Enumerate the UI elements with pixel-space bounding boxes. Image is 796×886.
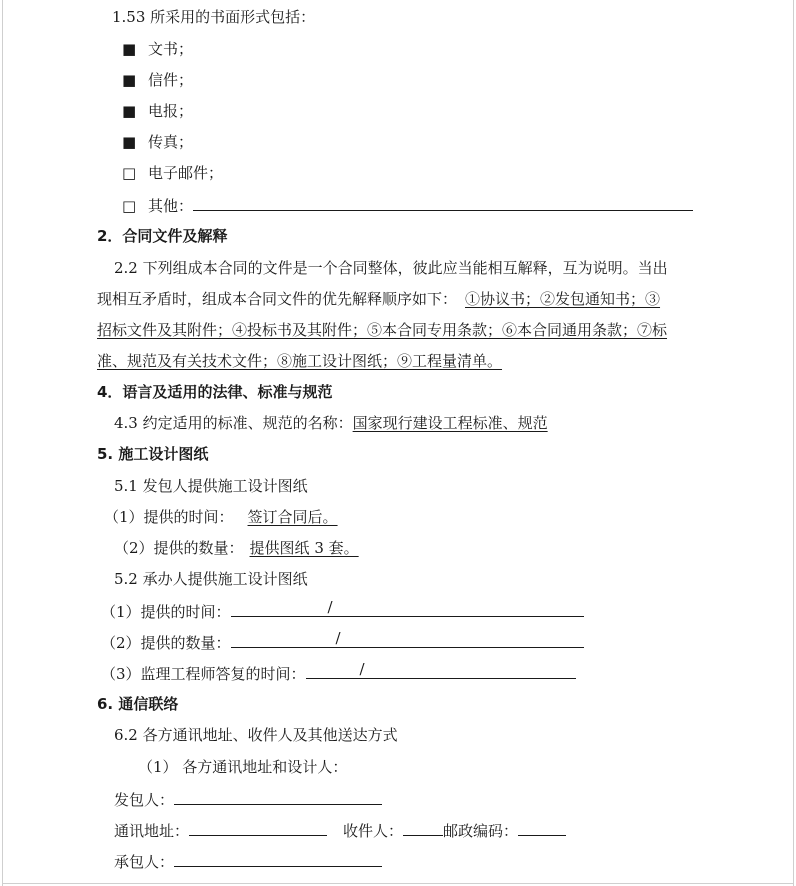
form-item <box>122 194 693 216</box>
blank-line <box>518 819 566 836</box>
filled-checkbox-icon: ■ <box>122 71 137 89</box>
section-2-heading: 2．合同文件及解释 <box>97 227 228 245</box>
section-6-heading: 6. 通信联络 <box>97 695 179 713</box>
form-item <box>122 132 193 152</box>
clause-label: 4.3 约定适用的标准、规范的名称： <box>114 414 353 432</box>
clause-5-1-2 <box>114 538 365 558</box>
form-item <box>122 70 193 90</box>
page-border-bottom <box>2 883 794 884</box>
filled-checkbox-icon: ■ <box>122 40 137 58</box>
clause-2-2-line-3: 招标文件及其附件；④投标书及其附件；⑤本合同专用条款；⑥本合同通用条款；⑦标 <box>97 321 668 339</box>
field-label: （1）提供的时间： <box>104 508 234 526</box>
clause-6-2: 6.2 各方通讯地址、收件人及其他送达方式 <box>114 726 398 744</box>
blank-line <box>403 819 443 836</box>
form-label: 电子邮件； <box>148 164 224 182</box>
field-label: 邮政编码： <box>443 822 519 840</box>
clause-6-2-1: （1） 各方通讯地址和设计人： <box>138 758 348 776</box>
slash-mark: / <box>359 660 365 678</box>
filled-checkbox-icon: ■ <box>122 102 137 120</box>
underlined-text: ①协议书；②发包通知书；③ <box>465 290 661 308</box>
field-value: 签订合同后。 <box>247 508 338 526</box>
form-label: 电报； <box>148 102 194 120</box>
form-item <box>122 101 193 121</box>
field-label: （3）监理工程师答复的时间： <box>101 665 306 683</box>
clause-5-2-1 <box>101 600 584 622</box>
field-label: 承包人： <box>114 853 175 871</box>
address-field <box>114 819 566 841</box>
clause-2-2-line-4: 准、规范及有关技术文件；⑧施工设计图纸；⑨工程量清单。 <box>97 352 503 370</box>
clause-5-1: 5.1 发包人提供施工设计图纸 <box>114 477 308 495</box>
clause-2-2-line-2 <box>97 289 660 309</box>
other-form-blank <box>193 194 693 211</box>
blank-line <box>174 788 382 805</box>
blank-line <box>189 819 327 836</box>
clause-5-1-1 <box>104 507 344 527</box>
form-label: 文书； <box>148 40 194 58</box>
field-label: （2）提供的数量： <box>114 539 244 557</box>
page-border-right <box>793 0 794 886</box>
field-label: 通讯地址： <box>114 822 190 840</box>
blank-line <box>306 662 576 679</box>
empty-checkbox-icon: □ <box>122 164 137 182</box>
standards-name: 国家现行建设工程标准、规范 <box>352 414 548 432</box>
section-5-heading: 5. 施工设计图纸 <box>97 445 209 463</box>
empty-checkbox-icon: □ <box>122 197 137 215</box>
field-label: （1）提供的时间： <box>101 603 231 621</box>
clause-5-2-2 <box>101 631 584 653</box>
field-label: （2）提供的数量： <box>101 634 231 652</box>
filled-checkbox-icon: ■ <box>122 133 137 151</box>
form-item <box>122 39 193 59</box>
form-label: 其他： <box>148 197 194 215</box>
form-item <box>122 163 223 183</box>
blank-line <box>231 631 584 648</box>
form-label: 传真； <box>148 133 194 151</box>
clause-2-2-line-1: 2.2 下列组成本合同的文件是一个合同整体，彼此应当能相互解释，互为说明。当出 <box>114 259 668 277</box>
form-label: 信件； <box>148 71 194 89</box>
field-value: 提供图纸 3 套。 <box>249 539 359 557</box>
clause-1-53: 1.53 所采用的书面形式包括： <box>112 8 316 26</box>
field-label: 发包人： <box>114 791 175 809</box>
field-label: 收件人： <box>343 822 404 840</box>
slash-mark: / <box>335 629 341 647</box>
clause-5-2: 5.2 承办人提供施工设计图纸 <box>114 570 308 588</box>
clause-4-3 <box>114 413 548 433</box>
page-border-left <box>2 0 3 886</box>
section-4-heading: 4．语言及适用的法律、标准与规范 <box>97 383 333 401</box>
clause-text: 现相互矛盾时，组成本合同文件的优先解释顺序如下： <box>97 290 458 308</box>
employer-field <box>114 788 382 810</box>
slash-mark: / <box>327 598 333 616</box>
blank-line <box>174 850 382 867</box>
clause-5-2-3 <box>101 662 576 684</box>
blank-line <box>231 600 584 617</box>
contractor-field <box>114 850 382 872</box>
